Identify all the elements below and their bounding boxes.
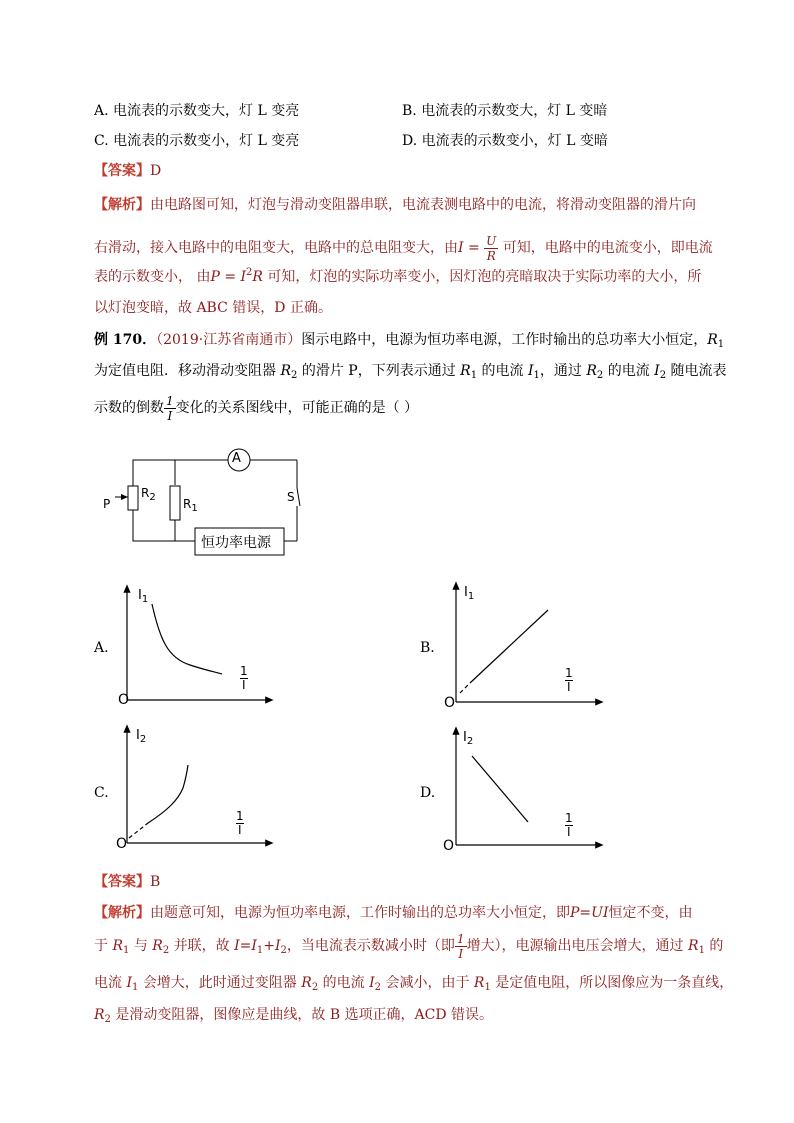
graph-d-y-label: $I_2$ bbox=[463, 730, 474, 747]
power-source-label: 恒功率电源 bbox=[201, 535, 271, 551]
analysis-2-line-4: $R_2$ 是滑动变阻器，图像应是曲线，故 B 选项正确，ACD 错误。 bbox=[94, 1007, 494, 1025]
graph-b-x-label: 1 I bbox=[565, 666, 573, 694]
analysis-1-line-2: 右滑动，接入电路中的电阻变大，电路中的总电阻变大，由I = $\frac{U}{R}$ 可知，电路中的电流变小，即电流 bbox=[94, 233, 713, 263]
analysis-label: 【解析】 bbox=[94, 197, 150, 213]
analysis-1-line-1: 【解析】由电路图可知，灯泡与滑动变阻器串联，电流表测电路中的电流，将滑动变阻器的滑片向 bbox=[94, 197, 696, 213]
graph-a-origin: O bbox=[118, 692, 130, 708]
graph-a-option-label: A. bbox=[94, 640, 109, 656]
formula-fraction: $\frac{U}{R}$ bbox=[486, 233, 497, 263]
graph-d-option-label: D. bbox=[420, 785, 436, 801]
answer-label: 【答案】 bbox=[94, 874, 150, 890]
graph-a-x-label: 1 I bbox=[240, 664, 248, 692]
analysis-2-line-2: 于 $R_1$ 与 $R_2$ 并联，故 $I=I_1+I_2$，当电流表示数减小时（即 $\frac{1}{I}$ 增大），电源输出电压会增大，通过 $R_1$ 的 bbox=[94, 931, 724, 961]
graph-b-dashed bbox=[460, 683, 470, 693]
graph-c-x-label: 1 I bbox=[236, 809, 244, 837]
r2-label: $R_2$ bbox=[141, 486, 156, 503]
graph-c-y-label: $I_2$ bbox=[136, 728, 147, 745]
option-a: A. 电流表的示数变大，灯 L 变亮 bbox=[94, 103, 300, 119]
graph-a-curve bbox=[152, 604, 222, 674]
question-line-2: 为定值电阻．移动滑动变阻器 $R_2$ 的滑片 P，下列表示通过 $R_1$ 的电流 $I_1$，通过 $R_2$ 的电流 $I_2$ 随电流表 bbox=[94, 363, 727, 381]
option-d: D. 电流表的示数变小，灯 L 变暗 bbox=[402, 133, 608, 149]
analysis-1-line-3: 表的示数变小， 由$P = I^2R$ 可知，灯泡的实际功率变小，因灯泡的亮暗取决于实际功率的大小，所 bbox=[94, 267, 702, 285]
analysis-label: 【解析】 bbox=[94, 905, 150, 921]
graph-a-y-label: $I_1$ bbox=[138, 588, 149, 605]
graph-b-origin: O bbox=[444, 695, 456, 711]
graph-b-option-label: B. bbox=[420, 640, 435, 656]
question-number: 例 170． bbox=[94, 332, 157, 348]
switch-s-label: S bbox=[287, 490, 295, 504]
slider-p-label: P bbox=[103, 497, 111, 511]
graph-d-line bbox=[472, 756, 528, 822]
question-line-1: 例 170．（2019·江苏省南通市）图示电路中，电源为恒功率电源，工作时输出的总功率大小恒定，$R_1$ bbox=[94, 332, 725, 350]
graph-c-option-label: C. bbox=[94, 785, 109, 801]
ammeter-label: A bbox=[232, 451, 241, 466]
graph-b-y-label: $I_1$ bbox=[464, 585, 475, 602]
analysis-1-line-4: 以灯泡变暗，故 ABC 错误，D 正确。 bbox=[94, 300, 332, 316]
answer-label: 【答案】 bbox=[94, 163, 150, 179]
question-line-3: 示数的倒数 $\frac{1}{I}$ 变化的关系图线中，可能正确的是（ ） bbox=[94, 393, 419, 423]
question-source: （2019·江苏省南通市） bbox=[156, 332, 302, 348]
analysis-2-line-1: 【解析】由题意可知，电源为恒功率电源，工作时输出的总功率大小恒定，即P=UI恒定不变，由 bbox=[94, 905, 693, 921]
graph-d-origin: O bbox=[443, 838, 455, 854]
option-c: C. 电流表的示数变小，灯 L 变亮 bbox=[94, 133, 300, 149]
answer-value: B bbox=[150, 874, 161, 890]
graph-b-line bbox=[470, 610, 548, 683]
graph-d-x-label: 1 I bbox=[565, 811, 573, 839]
analysis-2-line-3: 电流 $I_1$ 会增大，此时通过变阻器 $R_2$ 的电流 $I_2$ 会减小，由于 $R_1$ 是定值电阻，所以图像应为一条直线， bbox=[94, 975, 734, 993]
answer-2 bbox=[94, 872, 160, 892]
graph-c-origin: O bbox=[116, 836, 128, 852]
graph-c-dashed bbox=[129, 823, 148, 838]
r1-label: $R_1$ bbox=[183, 497, 198, 514]
answer-value: D bbox=[150, 163, 162, 179]
option-b: B. 电流表的示数变大，灯 L 变暗 bbox=[402, 103, 608, 119]
graph-c-curve bbox=[148, 765, 188, 823]
